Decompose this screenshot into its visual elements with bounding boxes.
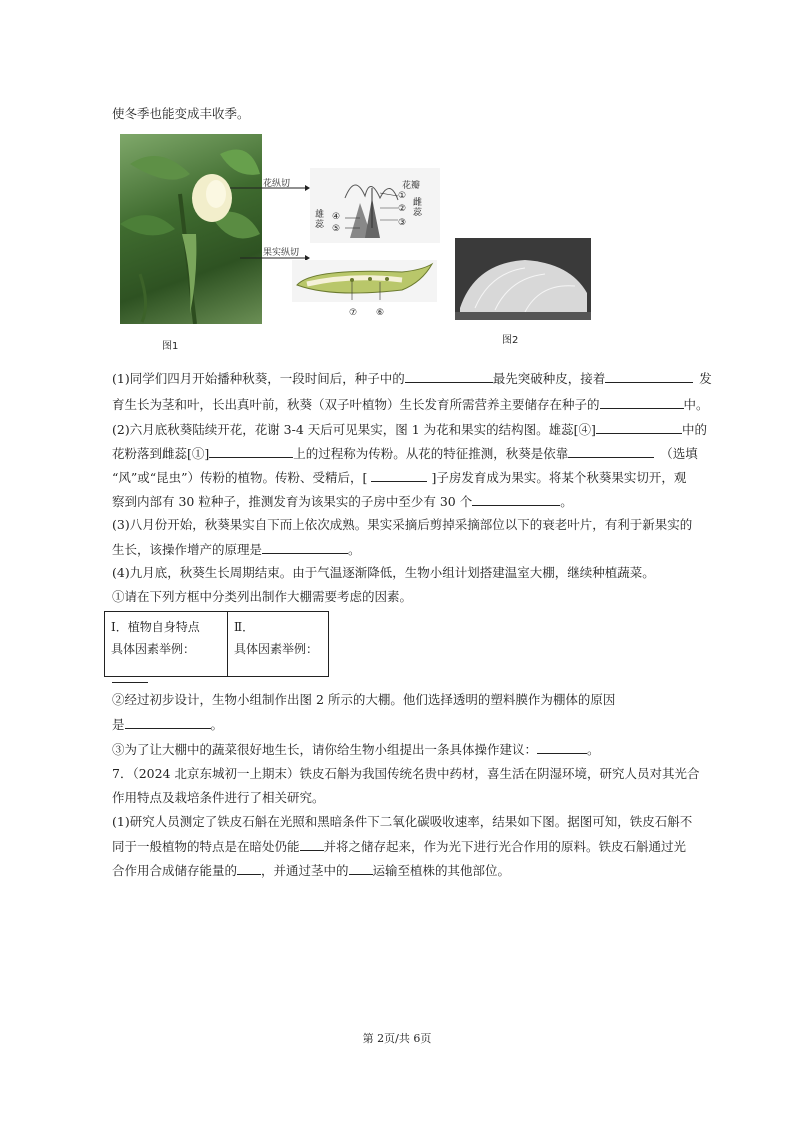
pistil-label: 雌蕊	[413, 198, 423, 218]
q7-blank3[interactable]	[349, 860, 373, 875]
q1-line2	[112, 394, 709, 415]
page-footer: 第 2页/共 6页	[362, 1032, 432, 1045]
q7-line3: (1)研究人员测定了铁皮石斛在光照和黑暗条件下二氧化碳吸收速率，结果如下图。据图可知，铁皮石斛不	[112, 814, 693, 829]
q7-line1: 7．（2024 北京东城初一上期末）铁皮石斛为我国传统名贵中药材，喜生活在阴湿环境，研究人员对其光合	[112, 766, 700, 781]
q2-text-d: 上的过程称为传粉。从花的特征推测，秋葵是依靠	[293, 446, 569, 461]
label-n4: ④	[332, 212, 341, 222]
q4-text-f: ③为了让大棚中的蔬菜很好地生长，请你给生物小组提出一条具体操作建议：	[112, 742, 538, 757]
q3-text-c: 。	[348, 542, 361, 557]
petal-label: 花瓣	[402, 181, 421, 191]
q7-line5	[112, 860, 510, 881]
factor-cell-2-title: Ⅱ．	[234, 620, 255, 634]
factor-cell-1[interactable]	[105, 612, 228, 677]
q7-line4	[112, 836, 686, 857]
fruit-section-diagram	[292, 260, 437, 302]
figure2-label: 图2	[502, 335, 519, 346]
factor-table	[104, 611, 329, 677]
greenhouse-illustration	[455, 238, 591, 320]
q2-line3	[112, 467, 686, 488]
q2-blank4[interactable]	[371, 467, 427, 482]
q4-line4	[112, 714, 223, 735]
arrow-flower-label: 花纵切	[263, 179, 291, 189]
q2-blank1[interactable]	[596, 419, 682, 434]
q2-text-b: 中的	[681, 422, 707, 437]
q7-text-e1: 合作用合成储存能量的	[112, 863, 238, 878]
q7-line2: 作用特点及栽培条件进行了相关研究。	[112, 790, 325, 805]
q7-blank1[interactable]	[300, 836, 324, 851]
greenhouse-photo	[455, 238, 591, 320]
q2-text-c: 花粉落到雌蕊[①]	[112, 446, 210, 461]
q7-blank2[interactable]	[237, 860, 261, 875]
label-n1: ①	[398, 191, 407, 201]
label-n6: ⑥	[376, 308, 385, 318]
q4-line1: (4)九月底，秋葵生长周期结束。由于气温逐渐降低，生物小组计划搭建温室大棚，继续种植蔬菜。	[112, 565, 655, 580]
factor-cell-1-sub: 具体因素举例：	[111, 642, 196, 656]
q2-text-h: 察到内部有 30 粒种子，推测发育为该果实的子房中至少有 30 个	[112, 494, 473, 509]
q3-line2	[112, 539, 361, 560]
q2-blank5[interactable]	[472, 491, 560, 506]
q7-text-d1: 同于一般植物的特点是在暗处仍能	[112, 839, 300, 854]
q4-blank1[interactable]	[125, 714, 211, 729]
q2-text-e: （选填	[660, 446, 698, 461]
q3-line1: (3)八月份开始，秋葵果实自下而上依次成熟。果实采摘后剪掉采摘部位以下的衰老叶片，有利于新果实的	[112, 517, 693, 532]
q2-blank3[interactable]	[568, 443, 654, 458]
intro-line: 使冬季也能变成丰收季。	[112, 106, 250, 121]
table-answer-blank[interactable]	[112, 682, 148, 683]
q7-text-d2: 并将之储存起来，作为光下进行光合作用的原料。铁皮石斛通过光	[323, 839, 687, 854]
q1-blank3[interactable]	[600, 394, 684, 409]
figure1-label: 图1	[162, 341, 179, 352]
q2-line2	[112, 443, 698, 464]
q4-line3: ②经过初步设计，生物小组制作出图 2 所示的大棚。他们选择透明的塑料膜作为棚体的原因	[112, 692, 616, 707]
label-n7: ⑦	[349, 308, 358, 318]
q7-text-e3: 运输至植株的其他部位。	[372, 863, 511, 878]
factor-cell-2-sub: 具体因素举例：	[234, 642, 319, 656]
q1-blank2[interactable]	[605, 368, 693, 383]
q3-blank1[interactable]	[262, 539, 348, 554]
q1-text-b: 最先突破种皮，接着	[492, 371, 606, 386]
factor-cell-1-title: Ⅰ．植物自身特点	[111, 620, 200, 634]
label-n5: ⑤	[332, 224, 341, 234]
q1-text-d: 育生长为茎和叶，长出真叶前，秋葵（双子叶植物）生长发育所需营养主要储存在种子的	[112, 397, 600, 412]
stamen-label: 雄蕊	[315, 210, 325, 230]
q1-blank1[interactable]	[405, 368, 493, 383]
q4-text-g: 。	[587, 742, 600, 757]
label-n2: ②	[398, 204, 407, 214]
q1-text-c: 发	[699, 371, 712, 386]
q4-line2: ①请在下列方框中分类列出制作大棚需要考虑的因素。	[112, 589, 413, 604]
q2-blank2[interactable]	[209, 443, 293, 458]
q2-text-f: “风”或“昆虫”）传粉的植物。传粉、受精后，[	[112, 470, 368, 485]
q2-text-g: ]子房发育成为果实。将某个秋葵果实切开，观	[431, 470, 687, 485]
q1-text-e: 中。	[683, 397, 709, 412]
q1-text-a: (1)同学们四月开始播种秋葵，一段时间后，种子中的	[112, 371, 405, 386]
q7-text-e2: ，并通过茎中的	[261, 863, 349, 878]
q4-blank2[interactable]	[537, 739, 587, 754]
q2-text-a: (2)六月底秋葵陆续开花，花谢 3-4 天后可见果实，图 1 为花和果实的结构图。雄蕊[④]	[112, 422, 596, 437]
q2-line1	[112, 419, 707, 440]
q4-line5	[112, 739, 600, 760]
q2-text-i: 。	[560, 494, 573, 509]
q3-text-b: 生长，该操作增产的原理是	[112, 542, 263, 557]
q1-line1	[112, 368, 712, 389]
q4-text-d: 是	[112, 717, 125, 732]
q4-text-e: 。	[210, 717, 224, 732]
arrow-fruit-label: 果实纵切	[263, 248, 300, 258]
factor-cell-2[interactable]	[228, 612, 329, 677]
q2-line4	[112, 491, 573, 512]
label-n3: ③	[398, 218, 407, 228]
